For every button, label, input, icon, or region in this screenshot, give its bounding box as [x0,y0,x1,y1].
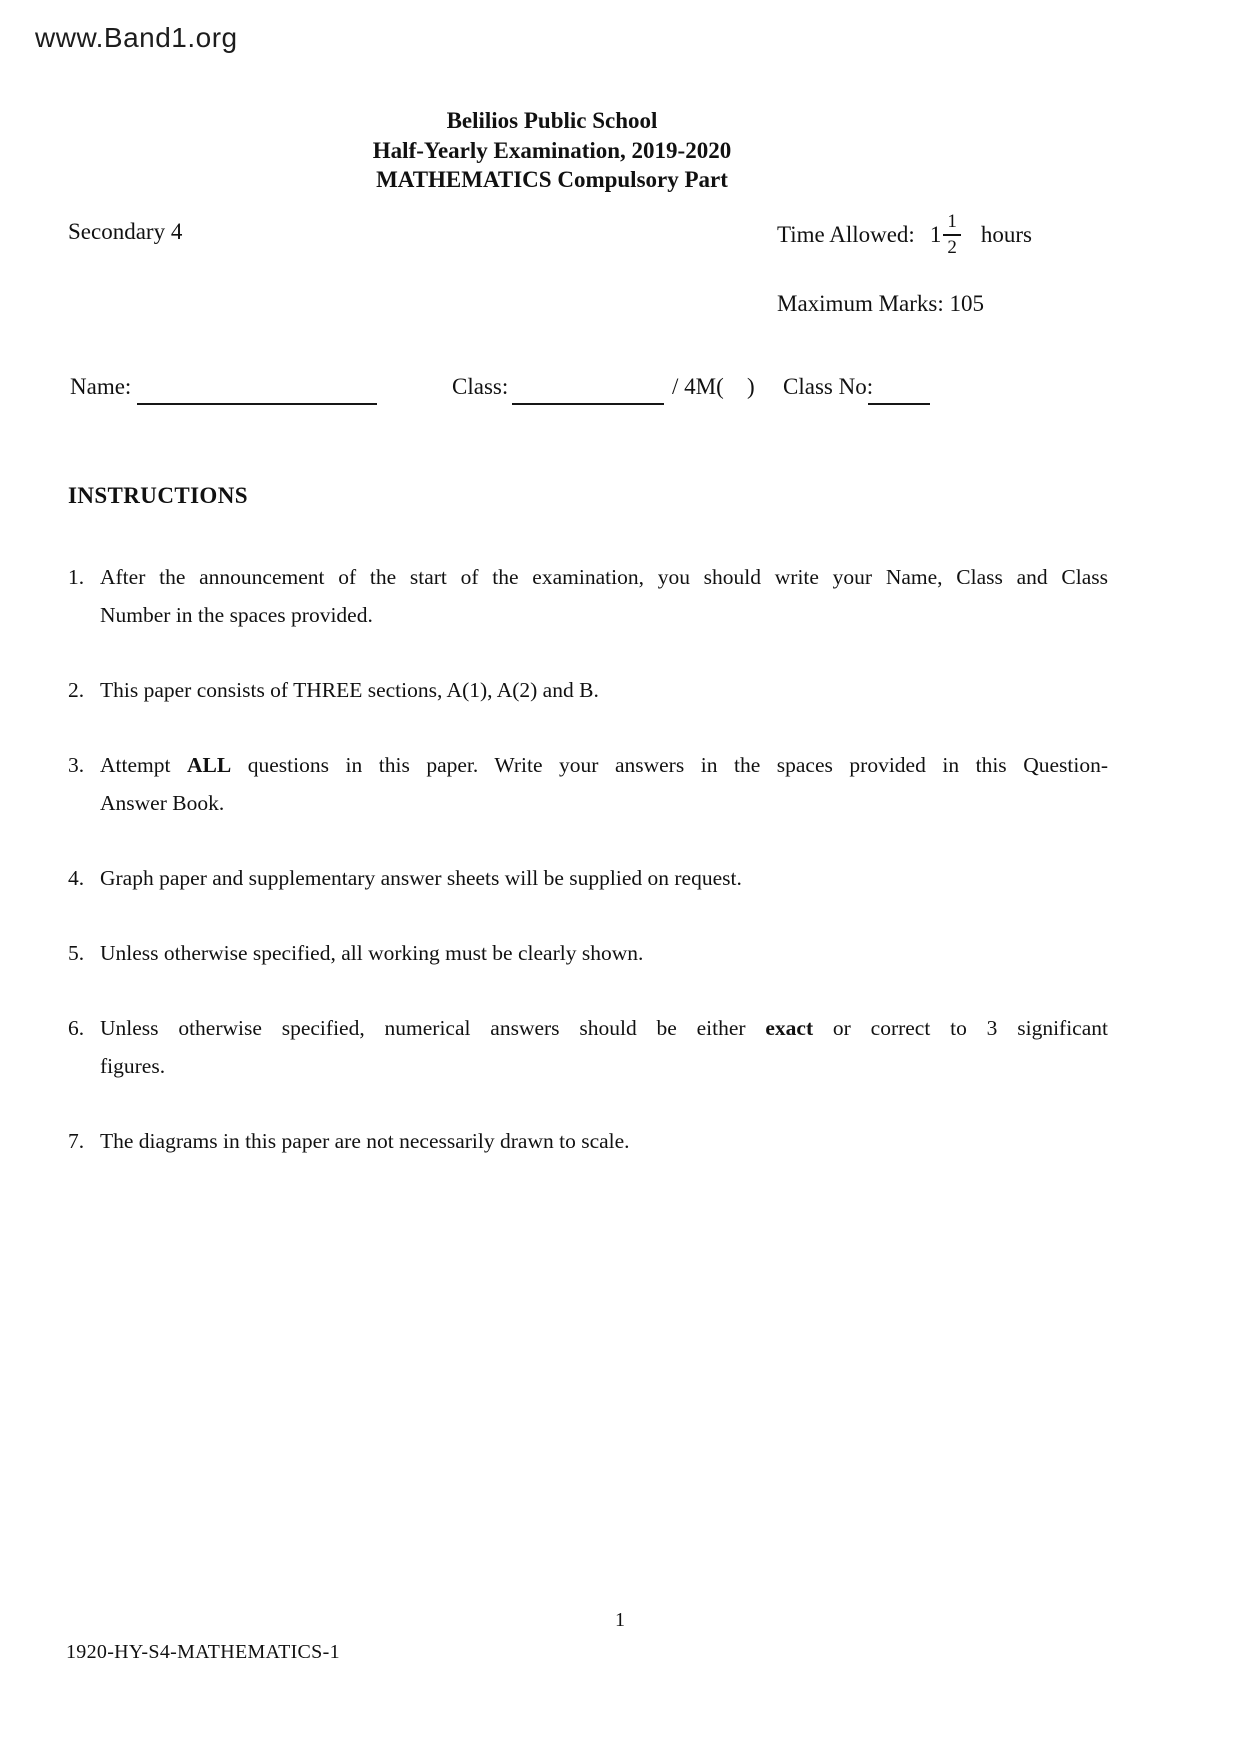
paper-title: MATHEMATICS Compulsory Part [376,167,728,192]
class-no-label: Class No: [783,374,874,399]
form-level: Secondary 4 [68,219,183,244]
fraction-denominator: 2 [947,237,957,258]
instructions-list [68,558,1108,1197]
instruction-item [68,558,1108,634]
instruction-item [68,934,1108,972]
instruction-item [68,671,1108,709]
name-blank-line[interactable] [137,374,377,405]
exam-title-block [0,106,1104,195]
watermark: www.Band1.org [35,22,238,53]
time-allowed-value [930,211,961,259]
page-number: 1 [615,1609,625,1631]
instruction-text: This paper consists of THREE sections, A(1), A(2) and B. [100,678,599,702]
exam-session: Half-Yearly Examination, 2019-2020 [372,137,732,163]
instruction-number: 6. [68,1016,85,1040]
maximum-marks: Maximum Marks: 105 [777,291,984,316]
instruction-text: Unless otherwise specified, all working must be clearly shown. [100,941,644,965]
time-whole-number: 1 [929,222,942,247]
instruction-number: 1. [68,565,85,589]
class-no-blank-line[interactable] [868,374,930,405]
time-allowed-label: Time Allowed: [777,222,915,247]
instruction-text: Graph paper and supplementary answer sheets will be supplied on request. [100,866,742,890]
instruction-item [68,1122,1108,1160]
time-fraction [943,211,961,259]
instruction-text: Unless otherwise specified, numerical answers should be either exact or correct to 3 significant figures. [100,1016,1108,1078]
document-code: 1920-HY-S4-MATHEMATICS-1 [66,1641,340,1663]
instruction-text: Attempt ALL questions in this paper. Write your answers in the spaces provided in this Question- Answer Book. [100,753,1108,815]
instruction-number: 2. [68,678,85,702]
name-label: Name: [70,374,132,399]
fraction-numerator: 1 [943,211,961,236]
class-label: Class: [452,374,509,399]
instructions-heading: INSTRUCTIONS [68,483,248,508]
class-blank-line[interactable] [512,374,664,405]
instruction-number: 3. [68,753,85,777]
time-unit: hours [980,222,1032,247]
instruction-text: The diagrams in this paper are not necessarily drawn to scale. [100,1129,630,1153]
student-info-row [68,374,1068,408]
paren-close: ) [747,374,755,399]
school-name: Belilios Public School [446,108,658,133]
instruction-item [68,1009,1108,1085]
instruction-number: 4. [68,866,85,890]
class-suffix: / 4M( [672,374,724,399]
instruction-item [68,746,1108,822]
instruction-item [68,859,1108,897]
time-allowed-row [777,200,1032,270]
instruction-number: 7. [68,1129,85,1153]
instruction-text: After the announcement of the start of the examination, you should write your Name, Class and Class Number in the spaces provided. [100,565,1108,627]
instruction-number: 5. [68,941,85,965]
